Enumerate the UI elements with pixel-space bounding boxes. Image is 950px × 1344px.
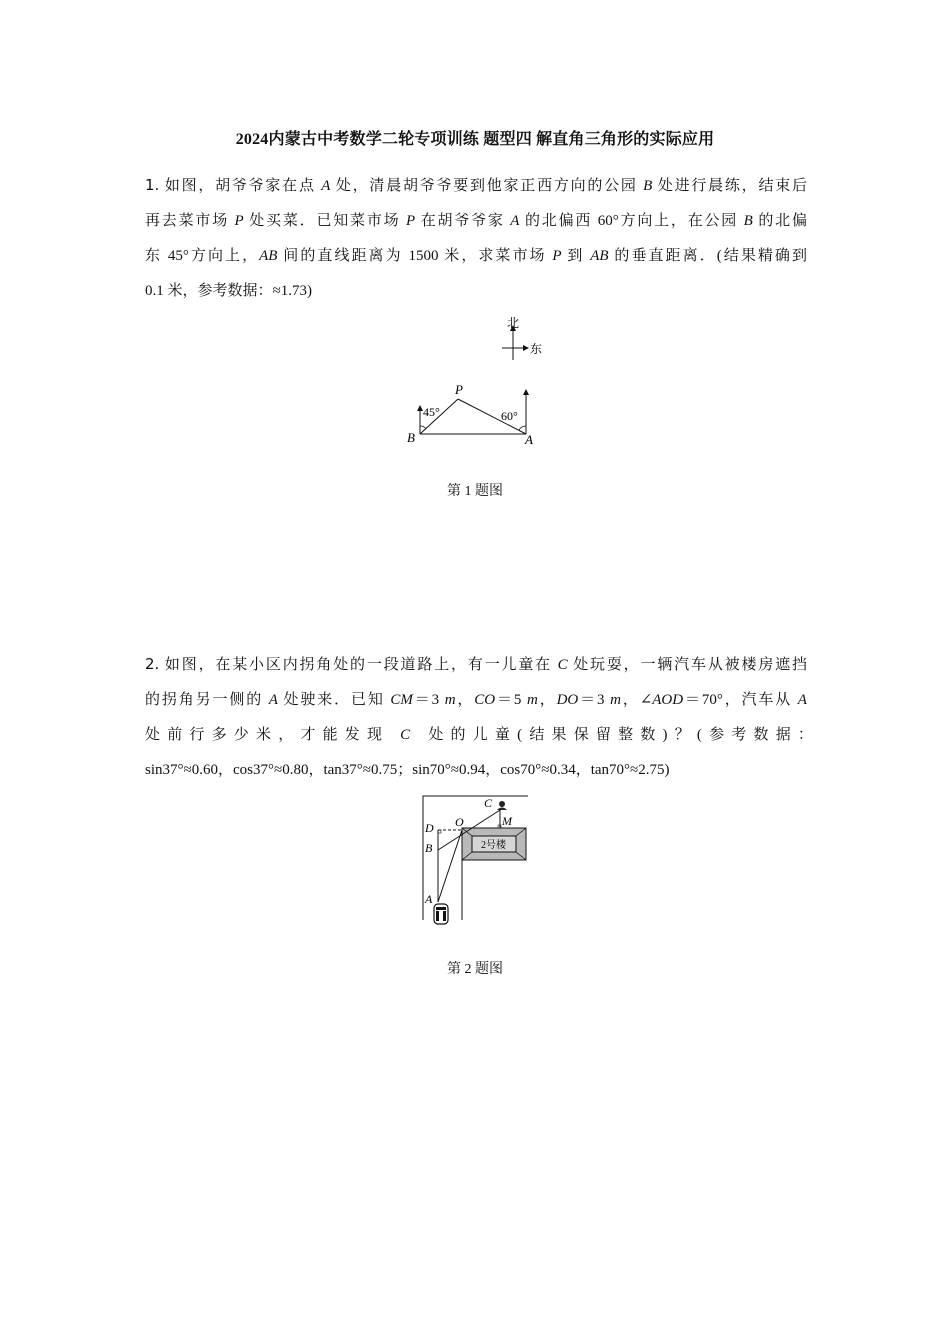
point-b-label: B xyxy=(425,841,433,855)
var: P xyxy=(406,213,416,229)
question-1 xyxy=(145,168,807,309)
north-label: 北 xyxy=(507,316,520,330)
building-label: 2号楼 xyxy=(481,840,506,851)
point-m-label: M xyxy=(502,814,512,828)
angle-45-label: 45° xyxy=(423,405,440,419)
var: A xyxy=(797,692,807,708)
text: 的北偏西 60°方向上，在公园 xyxy=(519,213,744,229)
child-icon xyxy=(497,801,507,810)
var: B xyxy=(743,213,753,229)
var: C xyxy=(557,657,568,673)
compass-icon xyxy=(502,316,542,360)
question-number: 1. xyxy=(145,176,160,194)
var: CM xyxy=(390,692,413,708)
building-2 xyxy=(462,828,526,860)
text: 处玩耍，一辆汽车从被楼房遮挡 xyxy=(567,657,807,673)
text: 的北偏 xyxy=(752,213,807,229)
text: 在胡爷爷家 xyxy=(415,213,511,229)
text: 处的儿童(结果保留整数)？(参考数据： xyxy=(417,727,821,743)
point-c-label: C xyxy=(484,796,493,810)
text: 的拐角另一侧的 xyxy=(145,692,269,708)
var: m xyxy=(444,692,456,708)
var: AB xyxy=(259,248,278,264)
text: 再去菜市场 xyxy=(145,213,235,229)
text: 处前行多少米，才能发现 xyxy=(145,727,401,743)
text: 间的直线距离为 1500 米，求菜市场 xyxy=(277,248,553,264)
figure-1-caption: 第 1 题图 xyxy=(447,484,503,499)
var: AOD xyxy=(652,692,684,708)
text: ＝70°，汽车从 xyxy=(683,692,798,708)
text: 处买菜．已知菜市场 xyxy=(243,213,406,229)
text: ＝5 xyxy=(495,692,527,708)
point-o-label: O xyxy=(455,815,464,829)
var: A xyxy=(510,213,520,229)
var: P xyxy=(552,248,562,264)
text: 东 45°方向上， xyxy=(145,248,260,264)
var: DO xyxy=(556,692,579,708)
text: 处驶来．已知 xyxy=(277,692,391,708)
angle-60-label: 60° xyxy=(501,409,518,423)
text: 到 xyxy=(561,248,591,264)
car-icon xyxy=(434,904,448,924)
var: m xyxy=(610,692,621,708)
text: 如图，胡爷爷家在点 xyxy=(164,178,322,194)
question-2 xyxy=(145,647,821,788)
text: ＝3 xyxy=(412,692,445,708)
var: A xyxy=(268,692,278,708)
var: CO xyxy=(474,692,496,708)
point-p-label: P xyxy=(455,382,463,397)
text: ，∠ xyxy=(620,692,653,708)
figure-2-caption: 第 2 题图 xyxy=(447,962,503,977)
text: ， xyxy=(537,692,557,708)
text: 0.1 米，参考数据：≈1.73) xyxy=(145,283,312,299)
point-a-label: A xyxy=(425,892,433,906)
figure-1 xyxy=(398,312,558,452)
question-number: 2. xyxy=(145,655,160,673)
point-a-label: A xyxy=(525,432,533,447)
var: P xyxy=(234,213,244,229)
east-label: 东 xyxy=(530,342,543,356)
point-d-label: D xyxy=(425,821,434,835)
var: A xyxy=(321,178,331,194)
text: 处，清晨胡爷爷要到他家正西方向的公园 xyxy=(330,178,644,194)
point-b-label: B xyxy=(407,430,415,445)
text: 的垂直距离．(结果精确到 xyxy=(608,248,807,264)
var: C xyxy=(400,727,418,743)
page-title: 2024内蒙古中考数学二轮专项训练 题型四 解直角三角形的实际应用 xyxy=(235,131,715,148)
text: sin37°≈0.60，cos37°≈0.80，tan37°≈0.75；sin70°≈0.94，cos70°≈0.34，tan70°≈2.75) xyxy=(145,762,670,778)
var: m xyxy=(526,692,538,708)
text: ＝3 xyxy=(578,692,611,708)
figure-2 xyxy=(418,790,538,930)
text: ， xyxy=(455,692,475,708)
text: 如图，在某小区内拐角处的一段道路上，有一儿童在 xyxy=(164,657,558,673)
var: B xyxy=(643,178,653,194)
text: 处进行晨练，结束后 xyxy=(652,178,807,194)
var: AB xyxy=(590,248,609,264)
